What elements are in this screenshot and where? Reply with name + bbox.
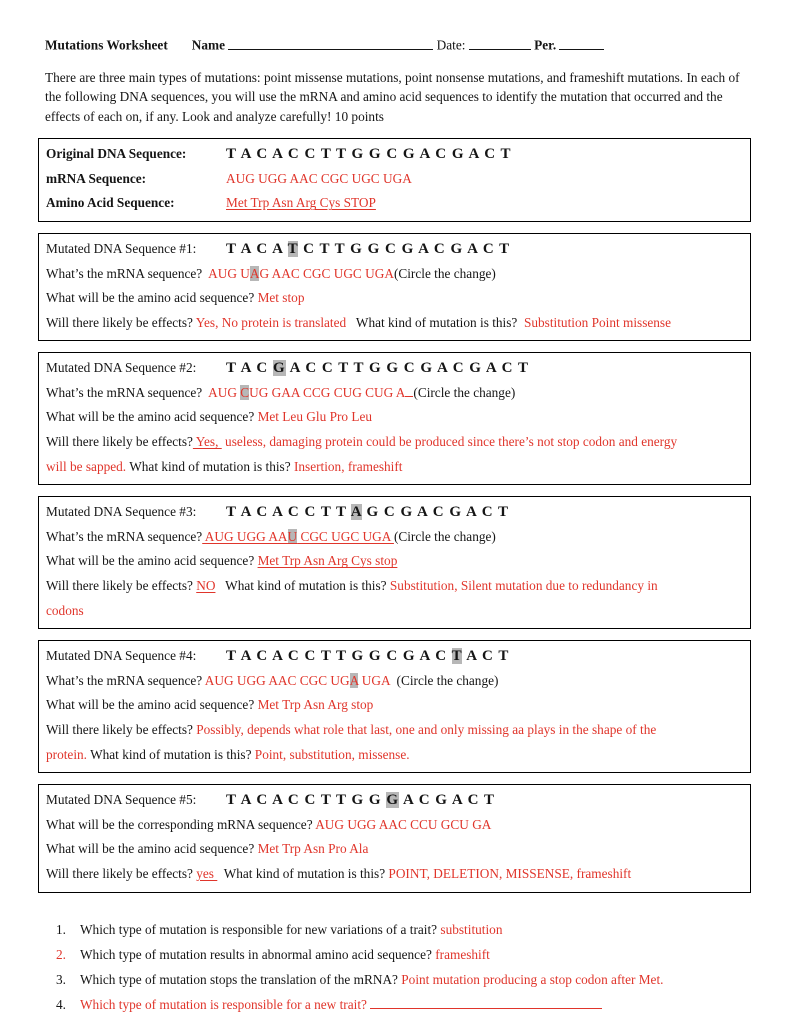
answer-text: Met Leu Glu Pro Leu: [257, 409, 373, 425]
question-text: Original DNA Sequence:: [46, 146, 187, 162]
question-text: Which type of mutation is responsible for new variations of a trait?: [80, 921, 441, 937]
question-text: Will there likely be effects?: [46, 865, 197, 881]
answer-text: Substitution, Silent mutation due to redundancy in: [389, 578, 658, 594]
question-text: Will there likely be effects?: [46, 434, 193, 450]
answer-text: G AAC CGC UGC UGA: [259, 265, 394, 281]
name-blank[interactable]: [228, 36, 433, 50]
question-text: What will be the amino acid sequence?: [46, 553, 258, 569]
question-text: What’s the mRNA sequence?: [46, 265, 209, 281]
box-line: [46, 237, 744, 262]
answer-text: Yes, No protein is translated: [195, 314, 347, 330]
question-text: What kind of mutation is this?: [215, 578, 390, 594]
answer-text: Point, substitution, missense.: [254, 746, 410, 762]
highlighted-base: A: [349, 672, 359, 688]
box-line: [46, 574, 744, 599]
question-text: Mutated DNA Sequence #5:: [46, 792, 197, 808]
question-text: What’s the mRNA sequence?: [46, 672, 205, 688]
answer-text: AUG: [208, 384, 241, 400]
answer-text: Met Trp Asn Arg stop: [257, 697, 374, 713]
question-text: Mutated DNA Sequence #1:: [46, 240, 197, 256]
box-line: [46, 455, 744, 480]
question-4: [45, 992, 751, 1017]
dna-sequence-text: T A C A C C T T G G C G A C G A C T: [226, 146, 512, 163]
box-line: [46, 430, 744, 455]
mutated-sequence-box-1: [38, 233, 751, 341]
question-text: What will be the corresponding mRNA sequence?: [46, 816, 316, 832]
review-questions: [45, 917, 751, 1017]
mutated-sequence-box-4: [38, 640, 751, 773]
highlighted-base: T: [451, 648, 463, 665]
question-text: What’s the mRNA sequence?: [46, 384, 209, 400]
answer-text: POINT, DELETION, MISSENSE, frameshift: [388, 865, 632, 881]
question-number: 2.: [56, 946, 66, 962]
question-text: (Circle the change): [393, 265, 496, 281]
answer-text: Met Trp Asn Pro Ala: [257, 841, 369, 857]
highlighted-base: T: [287, 240, 299, 257]
answer-text: UG GAA CCG CUG CUG A: [249, 384, 406, 400]
mutated-sequence-box-3: [38, 496, 751, 629]
dna-sequence-text: A C C T T G G C G A C G A C T: [285, 360, 529, 377]
answer-text: CGC UGC UGA: [297, 528, 394, 544]
box-line: [46, 381, 744, 406]
answer-text: AUG UGG AAC CGC UGC UGA: [226, 170, 412, 186]
dna-sequence-text: T A C A C C T T G G: [226, 792, 387, 809]
question-text: Will there likely be effects?: [46, 722, 197, 737]
box-line: [46, 862, 744, 887]
question-number: 3.: [56, 971, 66, 987]
answer-text: yes: [196, 865, 218, 881]
answer-text: AUG UGG AAC CCU GCU GA: [315, 816, 492, 832]
answer-text: will be sapped.: [46, 458, 127, 474]
answer-text: AUG UGG AA: [202, 528, 288, 544]
question-text: Which type of mutation results in abnormal amino acid sequence?: [80, 946, 436, 962]
question-text: (Circle the change): [393, 528, 496, 544]
dna-sequence-text: T A C A C C T T G G C G A C: [226, 648, 452, 665]
box-line: [46, 286, 744, 311]
box-line: [46, 788, 744, 813]
question-number: 4.: [56, 996, 66, 1012]
box-line: [46, 599, 744, 624]
answer-text: useless, damaging protein could be produced since there’s not stop codon and energy: [221, 434, 678, 450]
highlighted-base: G: [386, 792, 400, 809]
box-line: [46, 718, 744, 743]
box-line: [46, 644, 744, 669]
box-line: [46, 525, 744, 550]
box-line: [46, 356, 744, 381]
question-text: What kind of mutation is this?: [126, 458, 294, 474]
box-line: [46, 142, 744, 167]
question-text: Will there likely be effects?: [46, 314, 196, 330]
answer-text: Yes,: [192, 434, 222, 450]
question-text: Which type of mutation stops the translation of the mRNA?: [80, 971, 402, 987]
worksheet-header: [45, 36, 751, 54]
answer-text: Insertion, frameshift: [293, 458, 403, 474]
answer-text: Substitution Point missense: [523, 314, 671, 330]
highlighted-base: A: [350, 504, 362, 521]
dna-sequence-text: T A C: [226, 360, 273, 377]
mutated-sequence-box-5: [38, 784, 751, 892]
question-text: Mutated DNA Sequence #4:: [46, 648, 197, 664]
question-text: (Circle the change): [389, 672, 499, 688]
answer-text: Met Trp Asn Arg Cys stop: [257, 553, 398, 569]
date-blank[interactable]: [469, 36, 531, 50]
question-1: [45, 917, 751, 942]
per-label: Per.: [534, 37, 557, 53]
page-title: Mutations Worksheet: [45, 37, 168, 53]
box-line: [46, 311, 744, 336]
answer-text: protein.: [46, 746, 87, 762]
answer-text: substitution: [440, 921, 503, 937]
answer-text: Met Trp Asn Arg Cys STOP: [226, 195, 376, 211]
answer-text: NO: [196, 578, 216, 594]
box-line: [46, 167, 744, 192]
question-text: Mutated DNA Sequence #3:: [46, 504, 197, 520]
question-text: What will be the amino acid sequence?: [46, 841, 258, 857]
answer-text: Possibly, depends what role that last, one and only missing aa plays in the shape of the: [196, 722, 657, 737]
box-line: [46, 191, 744, 216]
answer-text: Point mutation producing a stop codon after Met.: [401, 971, 664, 987]
highlighted-base: A: [249, 265, 260, 281]
answer-text: AUG UGG AAC CGC UG: [204, 672, 350, 688]
dna-sequence-text: T A C A C C T T: [226, 504, 351, 521]
date-label: Date:: [436, 37, 466, 53]
box-line: [46, 500, 744, 525]
answer-text: UGA: [358, 672, 390, 688]
question-text: What will be the amino acid sequence?: [46, 697, 258, 713]
question-text: What will be the amino acid sequence?: [46, 409, 258, 425]
box-line: [46, 549, 744, 574]
question-text: Mutated DNA Sequence #2:: [46, 360, 197, 376]
question-number: 1.: [56, 921, 66, 937]
box-line: [46, 693, 744, 718]
intro-paragraph: There are three main types of mutations: point missense mutations, point nonsense mutations, and frameshift mutations. In each of the following DNA sequences, you will use the mRNA and amino acid sequences to identify the mutation that occurred and the effects of each on, if any. Look and analyze carefully! 10 points: [45, 69, 740, 124]
name-label: Name: [191, 37, 225, 53]
question-text: What kind of mutation is this?: [87, 746, 255, 762]
answer-text: AUG U: [208, 265, 250, 281]
answer-blank[interactable]: [370, 995, 602, 1009]
question-text: mRNA Sequence:: [46, 170, 147, 186]
question-2: [45, 942, 751, 967]
answer-text: frameshift: [435, 946, 490, 962]
dna-sequence-text: A C T: [462, 648, 510, 665]
question-text: What’s the mRNA sequence?: [46, 528, 203, 544]
box-line: [46, 262, 744, 287]
answer-text: codons: [46, 602, 84, 618]
per-blank[interactable]: [559, 36, 604, 50]
original-sequence-box: [38, 138, 751, 222]
highlighted-base: C: [240, 384, 250, 400]
highlighted-base: U: [287, 528, 298, 544]
dna-sequence-text: T A C A: [226, 240, 288, 257]
box-line: [46, 813, 744, 838]
box-line: [46, 837, 744, 862]
answer-text: Which type of mutation is responsible for a new trait?: [80, 996, 371, 1012]
question-text: What kind of mutation is this?: [346, 314, 524, 330]
question-text: What will be the amino acid sequence?: [46, 290, 258, 306]
sequence-boxes: [38, 138, 751, 892]
box-line: [46, 669, 744, 694]
box-line: [46, 743, 744, 768]
mutated-sequence-box-2: [38, 352, 751, 485]
dna-sequence-text: C T T G G C G A C G A C T: [298, 240, 511, 257]
question-text: Will there likely be effects?: [46, 578, 197, 594]
dna-sequence-text: G C G A C G A C T: [361, 504, 510, 521]
dna-sequence-text: A C G A C T: [399, 792, 495, 809]
box-line: [46, 405, 744, 430]
highlighted-base: G: [273, 360, 286, 377]
question-text: (Circle the change): [413, 384, 516, 400]
question-text: What kind of mutation is this?: [217, 865, 389, 881]
question-3: [45, 967, 751, 992]
question-text: Amino Acid Sequence:: [46, 195, 175, 211]
answer-text: Met stop: [257, 290, 305, 306]
